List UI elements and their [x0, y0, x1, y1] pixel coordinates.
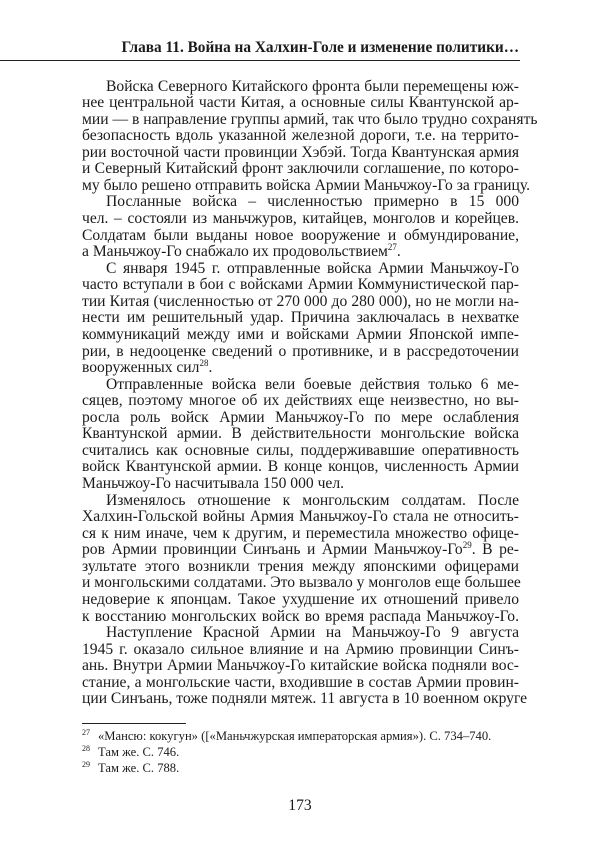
text-line [82, 244, 519, 261]
text-line [82, 509, 519, 526]
line-text: рии, в недооценке сведений о противнике, и в рассредоточении [82, 342, 519, 360]
text-line [82, 79, 519, 96]
running-header [82, 38, 519, 58]
footnote-separator [82, 723, 186, 724]
line-text: стание, а монгольские части, входившие в состав Армии провин- [82, 673, 519, 691]
line-text: войск Квантунской армии. В конце концов, численность Армии [82, 458, 519, 476]
line-text: и монгольскими солдатами. Это вызвало у монголов еще большее [82, 574, 521, 592]
line-text: му было решено отправить войска Армии Маньчжоу-Го за границу. [82, 176, 530, 194]
text-line [82, 277, 519, 294]
text-line [82, 360, 519, 377]
line-text: вооруженных сил [82, 359, 200, 377]
line-text: считались как основные силы, поддерживавшие оперативность [82, 441, 519, 459]
footnote-number: 29 [82, 760, 90, 769]
line-text: тии Китая (численностью от 270 000 до 280 000), но не могли на- [82, 292, 519, 310]
footnote [82, 728, 519, 744]
line-text: ань. Внутри Армии Маньчжоу-Го китайские войска подняли вос- [82, 657, 519, 675]
line-text: и Северный Китайский фронт заключили соглашение, по которо- [82, 160, 519, 178]
text-line [82, 426, 519, 443]
text-line [82, 690, 528, 708]
page-number: 173 [288, 797, 312, 814]
text-line [82, 110, 538, 129]
footnote-text: «Мансю: кокугун» ([«Маньчжурская императорская армия»). С. 734–740. [98, 729, 492, 743]
footnotes [82, 728, 519, 776]
text-line [82, 176, 530, 195]
header-rule [0, 60, 520, 61]
text-line [82, 592, 519, 609]
line-text-after: . [396, 243, 401, 261]
line-text-after: . В ре- [471, 541, 519, 559]
text-line [82, 327, 519, 344]
line-text: к восстанию монгольских войск во время распада Маньчжоу-Го. [82, 607, 519, 625]
line-text: чел. – состояли из маньчжуров, китайцев, монголов и корейцев. [82, 210, 519, 227]
footnote-ref[interactable]: 27 [387, 242, 397, 253]
line-text: рии восточной части провинции Хэбэй. Тогда Квантунская армия [82, 143, 519, 161]
line-text: С января 1945 г. отправленные войска Армии Маньчжоу-Го [106, 259, 519, 277]
text-line [82, 675, 519, 692]
footnote-text: Там же. С. 746. [98, 745, 180, 759]
text-line [82, 310, 519, 327]
line-text: мии — в направление группы армий, так что было трудно сохранять [82, 110, 538, 128]
line-text: сяцев, поэтому многое об их действиях еще неизвестно, но вы- [82, 392, 519, 410]
text-line [82, 476, 519, 493]
text-line [82, 211, 519, 228]
text-line [82, 459, 519, 476]
line-text: часто вступали в бои с войсками Армии Коммунистической пар- [82, 276, 519, 294]
line-text: недоверие к японцам. Такое ухудшение их отношений привело [82, 590, 519, 608]
line-text: Наступление Красной Армии на Маньчжоу-Го 9 августа [106, 624, 519, 642]
line-text: 1945 г. оказало сильное влияние и на Армию провинции Синъ- [82, 640, 519, 658]
text-line [82, 642, 519, 659]
footnote-text: Там же. С. 788. [98, 761, 180, 775]
text-line [82, 261, 519, 278]
text-line [82, 410, 519, 427]
text-line [82, 625, 519, 642]
line-text: ции Синъань, тоже подняли мятеж. 11 августа в 10 военном округе [82, 690, 528, 708]
line-text: а Маньчжоу-Го снабжало их продовольствием [82, 243, 388, 261]
line-text: ров Армии провинции Синъань и Армии Маньчжоу-Го [82, 541, 463, 559]
line-text: Отправленные войска вели боевые действия только 6 ме- [106, 375, 519, 393]
body-text [82, 77, 538, 708]
text-line [82, 145, 519, 162]
line-text: ся к ним иначе, чем к другим, и переместила множество офице- [82, 524, 519, 542]
line-text-after: . [208, 359, 213, 377]
footnote-number: 28 [82, 744, 90, 753]
chapter-title: Глава 11. Война на Халхин-Голе и изменение политики… [121, 39, 519, 56]
text-line [82, 194, 519, 211]
line-text: нести им решительный удар. Причина заключалась в нехватке [82, 309, 519, 327]
text-line [82, 128, 519, 145]
line-text: росла роль войск Армии Маньчжоу-Го по мере ослабления [82, 408, 519, 426]
footnote [82, 744, 519, 760]
line-text: нее центральной части Китая, а основные силы Квантунской ар- [82, 94, 519, 112]
text-line [82, 526, 519, 543]
line-text: Посланные войска – численностью примерно в 15 000 [106, 193, 519, 211]
text-line [82, 95, 519, 112]
text-line [82, 658, 519, 675]
line-text: Войска Северного Китайского фронта были перемещены юж- [106, 77, 519, 95]
footnote-ref[interactable]: 28 [199, 358, 209, 369]
text-line [82, 575, 519, 592]
line-text: Маньчжоу-Го насчитывала 150 000 чел. [82, 475, 345, 492]
footnote [82, 760, 519, 776]
text-line [82, 344, 519, 361]
text-line [82, 443, 519, 460]
text-line [82, 377, 519, 394]
line-text: зультате этого возникли трения между японскими офицерами [82, 557, 519, 575]
line-text: Изменялось отношение к монгольским солдатам. После [106, 491, 519, 509]
text-line [82, 559, 519, 576]
footnote-ref[interactable]: 29 [462, 540, 472, 551]
line-text: Солдатам были выданы новое вооружение и обмундирование, [82, 226, 519, 244]
text-line [82, 393, 519, 410]
text-line [82, 228, 519, 245]
text-line [82, 609, 519, 626]
text-line [82, 161, 519, 178]
line-text: Халхин-Гольской войны Армия Маньчжоу-Го стала не относить- [82, 508, 519, 526]
footnote-number: 27 [82, 728, 90, 737]
text-line [82, 542, 519, 559]
line-text: коммуникаций между ими и войсками Армии Японской импе- [82, 325, 519, 343]
line-text: Квантунской армии. В действительности монгольские войска [82, 425, 519, 443]
text-line [82, 493, 519, 510]
text-line [82, 294, 519, 311]
line-text: безопасность вдоль указанной железной дороги, т.е. на террито- [82, 127, 519, 145]
